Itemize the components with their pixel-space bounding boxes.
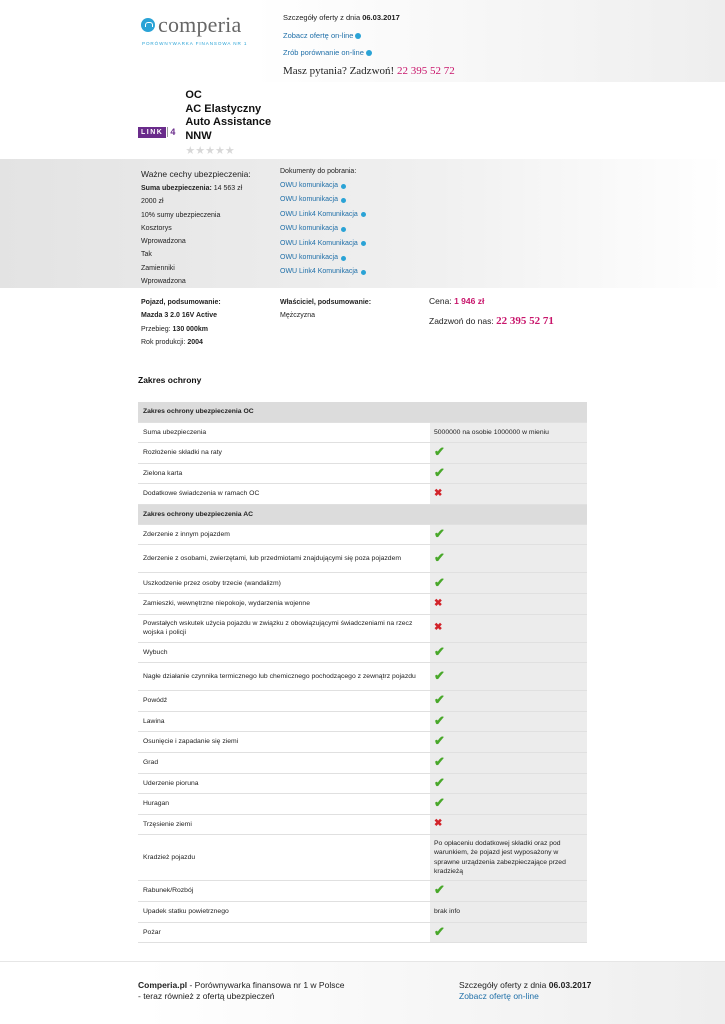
document-link[interactable] — [280, 179, 366, 193]
footer-date-value: 06.03.2017 — [548, 980, 592, 990]
coverage-label: Suma ubezpieczenia — [138, 422, 430, 443]
coverage-value — [430, 614, 587, 642]
coverage-value — [430, 484, 587, 505]
phone-label: Masz pytania? Zadzwoń! — [283, 65, 395, 77]
coverage-section-header — [138, 504, 587, 524]
feature-item: Wprowadzona — [141, 238, 186, 246]
product-title-oc: OC — [185, 89, 202, 101]
documents-title: Dokumenty do pobrania: — [280, 168, 357, 175]
coverage-label: Uderzenie pioruna — [138, 773, 430, 794]
vehicle-summary — [141, 296, 221, 349]
coverage-value — [430, 663, 587, 691]
check-icon: ✔ — [434, 754, 445, 770]
coverage-row — [138, 711, 587, 732]
arrow-circle-icon — [361, 270, 366, 275]
section-title: Zakres ochrony ubezpieczenia AC — [138, 504, 430, 524]
coverage-value: Po opłaceniu dodatkowej składki oraz pod warunkiem, że pojazd jest wyposażony w sprawne urządzenia zabezpieczające przed kradzieżą — [430, 835, 587, 881]
price — [429, 296, 554, 306]
coverage-value — [430, 691, 587, 712]
document-link-label[interactable]: OWU komunikacja — [280, 196, 338, 204]
feature-item: Kosztorys — [141, 224, 172, 232]
coverage-label: Zamieszki, wewnętrzne niepokoje, wydarzenia wojenne — [138, 594, 430, 615]
owner-summary-heading: Właściciel, podsumowanie: — [280, 299, 372, 306]
coverage-label: Kradzież pojazdu — [138, 835, 430, 881]
footer-tagline-2: - teraz również z ofertą ubezpieczeń — [138, 991, 275, 1001]
coverage-row — [138, 732, 587, 753]
coverage-section-header — [138, 402, 587, 422]
sum-insured-value: 14 563 zł — [213, 185, 243, 192]
arrow-circle-icon — [355, 33, 361, 39]
coverage-row — [138, 922, 587, 943]
check-icon: ✔ — [434, 774, 445, 790]
coverage-label: Huragan — [138, 794, 430, 815]
coverage-row — [138, 614, 587, 642]
check-icon: ✔ — [434, 882, 445, 898]
coverage-value — [430, 524, 587, 545]
coverage-label: Rozłożenie składki na raty — [138, 443, 430, 464]
section-title: Zakres ochrony ubezpieczenia OC — [138, 402, 430, 422]
coverage-label: Upadek statku powietrznego — [138, 902, 430, 923]
owner-gender: Mężczyzna — [280, 312, 316, 320]
arrow-circle-icon — [341, 256, 346, 261]
coverage-row — [138, 663, 587, 691]
document-link-label[interactable]: OWU Link4 Komunikacja — [280, 239, 358, 247]
coverage-row — [138, 902, 587, 923]
footer-view-online-link[interactable]: Zobacz ofertę on-line — [459, 991, 539, 1001]
compare-online-link[interactable] — [283, 48, 455, 57]
coverage-value — [430, 922, 587, 943]
vehicle-mileage — [141, 323, 221, 336]
phone-number[interactable]: 22 395 52 72 — [396, 65, 455, 77]
key-features-title: Ważne cechy ubezpieczenia: — [141, 169, 251, 179]
coverage-value — [430, 732, 587, 753]
mileage-value: 130 000km — [172, 325, 208, 333]
coverage-label: Rabunek/Rozbój — [138, 881, 430, 902]
price-block — [429, 296, 554, 327]
coverage-table — [138, 402, 587, 943]
check-icon: ✔ — [434, 712, 445, 728]
coverage-row — [138, 753, 587, 774]
coverage-label: Zderzenie z innym pojazdem — [138, 524, 430, 545]
section-title-spacer — [430, 504, 587, 524]
offer-summary — [141, 296, 591, 356]
coverage-row — [138, 545, 587, 573]
coverage-row — [138, 814, 587, 835]
cross-icon: ✖ — [434, 818, 443, 830]
vehicle-year — [141, 336, 221, 349]
feature-item: Wprowadzona — [141, 278, 186, 286]
sum-insured-label: Suma ubezpieczenia: — [141, 185, 212, 192]
document-link[interactable] — [280, 222, 366, 236]
page-footer — [0, 961, 725, 1024]
coverage-value — [430, 545, 587, 573]
arrow-circle-icon — [341, 184, 346, 189]
document-link-label[interactable]: OWU komunikacja — [280, 253, 338, 261]
insurer-logo — [138, 107, 175, 157]
footer-brand — [138, 980, 344, 1002]
star-icon: ★ — [205, 145, 215, 157]
offer-date — [283, 13, 455, 22]
product-heading — [138, 89, 271, 157]
footer-date-label: Szczegóły oferty z dnia — [459, 980, 547, 990]
check-icon: ✔ — [434, 733, 445, 749]
document-link[interactable] — [280, 251, 366, 265]
coverage-row — [138, 524, 587, 545]
rating-stars — [185, 146, 271, 157]
key-features — [141, 169, 251, 288]
coverage-value — [430, 773, 587, 794]
view-offer-online-link[interactable] — [283, 31, 455, 40]
coverage-label: Grad — [138, 753, 430, 774]
footer-brand-name[interactable]: Comperia.pl — [138, 980, 188, 990]
document-link-label[interactable]: OWU Link4 Komunikacja — [280, 268, 358, 276]
arrow-circle-icon — [361, 241, 366, 246]
coverage-value: brak info — [430, 902, 587, 923]
coverage-row — [138, 594, 587, 615]
arrow-circle-icon — [361, 212, 366, 217]
page-header — [0, 0, 725, 82]
coverage-label: Wybuch — [138, 642, 430, 663]
call-label: Zadzwoń do nas: — [429, 316, 494, 326]
coverage-row — [138, 773, 587, 794]
coverage-value — [430, 794, 587, 815]
star-icon: ★ — [195, 145, 206, 157]
arrow-circle-icon — [366, 50, 372, 56]
arrow-circle-icon — [341, 227, 346, 232]
check-icon: ✔ — [434, 525, 445, 541]
mileage-label: Przebieg: — [141, 325, 171, 333]
coverage-value — [430, 463, 587, 484]
owner-summary — [280, 296, 371, 323]
product-title-ac: AC Elastyczny — [185, 102, 262, 115]
view-offer-online-label[interactable]: Zobacz ofertę on-line — [283, 31, 354, 40]
coverage-label: Powstałych wskutek użycia pojazdu w związku z obowiązującymi świadczeniami na rzecz wojska i policji — [138, 614, 430, 642]
star-icon: ★ — [185, 145, 196, 157]
check-icon: ✔ — [434, 923, 445, 939]
coverage-value — [430, 573, 587, 594]
coverage-label: Zderzenie z osobami, zwierzętami, lub przedmiotami znajdującymi się poza pojazdem — [138, 545, 430, 573]
coverage-label: Osunięcie i zapadanie się ziemi — [138, 732, 430, 753]
features-band — [0, 159, 725, 288]
coverage-row — [138, 642, 587, 663]
coverage-value — [430, 711, 587, 732]
offer-date-label: Szczegóły oferty z dnia — [283, 13, 361, 22]
feature-item: 2000 zł — [141, 198, 164, 206]
coverage-row — [138, 463, 587, 484]
call-number[interactable]: 22 395 52 71 — [496, 315, 554, 327]
header-info — [283, 13, 455, 77]
vehicle-summary-heading: Pojazd, podsumowanie: — [141, 299, 221, 306]
document-link[interactable] — [280, 193, 366, 207]
check-icon: ✔ — [434, 574, 445, 590]
coverage-value — [430, 594, 587, 615]
feature-item: 10% sumy ubezpieczenia — [141, 211, 221, 219]
document-link[interactable] — [280, 208, 366, 222]
comperia-logo-icon — [141, 18, 155, 32]
star-icon: ★ — [224, 145, 235, 157]
feature-item: Tak — [141, 251, 152, 259]
check-icon: ✔ — [434, 464, 445, 480]
check-icon: ✔ — [434, 795, 445, 811]
vehicle-model: Mazda 3 2.0 16V Active — [141, 312, 218, 320]
price-value: 1 946 zł — [454, 296, 485, 306]
check-icon: ✔ — [434, 692, 445, 708]
logo-text: comperia — [158, 12, 242, 37]
comperia-logo[interactable] — [141, 12, 247, 46]
check-icon: ✔ — [434, 550, 445, 566]
call-us — [429, 315, 554, 327]
insurer-logo-number: 4 — [167, 127, 175, 137]
coverage-label: Dodatkowe świadczenia w ramach OC — [138, 484, 430, 505]
section-title-spacer — [430, 402, 587, 422]
compare-online-label[interactable]: Zrób porównanie on-line — [283, 48, 364, 57]
feature-item: Zamienniki — [141, 264, 175, 272]
logo-subtitle: PORÓWNYWARKA FINANSOWA NR 1 — [142, 41, 248, 46]
coverage-value — [430, 753, 587, 774]
check-icon: ✔ — [434, 643, 445, 659]
coverage-row — [138, 794, 587, 815]
header-phone — [283, 65, 455, 77]
coverage-value — [430, 443, 587, 464]
coverage-row — [138, 443, 587, 464]
arrow-circle-icon — [341, 198, 346, 203]
footer-date — [459, 980, 591, 991]
star-icon: ★ — [214, 145, 225, 157]
coverage-value — [430, 642, 587, 663]
document-link[interactable] — [280, 237, 366, 251]
coverage-row — [138, 484, 587, 505]
check-icon: ✔ — [434, 668, 445, 683]
product-title-assistance: Auto Assistance — [185, 116, 272, 128]
coverage-value — [430, 881, 587, 902]
coverage-value: 5000000 na osobie 1000000 w mieniu — [430, 422, 587, 443]
price-label: Cena: — [429, 296, 452, 306]
coverage-label: Lawina — [138, 711, 430, 732]
coverage-label: Uszkodzenie przez osoby trzecie (wandalizm) — [138, 573, 430, 594]
coverage-label: Trzęsienie ziemi — [138, 814, 430, 835]
coverage-value — [430, 814, 587, 835]
document-link[interactable] — [280, 265, 366, 279]
year-value: 2004 — [187, 338, 203, 346]
document-link-label[interactable]: OWU komunikacja — [280, 182, 338, 189]
document-link-label[interactable]: OWU Link4 Komunikacja — [280, 210, 358, 218]
coverage-label: Powódź — [138, 691, 430, 712]
coverage-label: Zielona karta — [138, 463, 430, 484]
coverage-title: Zakres ochrony — [138, 375, 202, 385]
cross-icon: ✖ — [434, 597, 443, 609]
year-label: Rok produkcji: — [141, 338, 186, 346]
insurer-logo-text: LINK — [138, 127, 166, 138]
coverage-row — [138, 573, 587, 594]
check-icon: ✔ — [434, 444, 445, 460]
documents-list — [280, 168, 366, 280]
footer-offer-info — [459, 980, 591, 1002]
product-title-nnw: NNW — [185, 129, 212, 142]
offer-date-value: 06.03.2017 — [362, 13, 400, 22]
coverage-label: Nagłe działanie czynnika termicznego lub chemicznego pochodzącego z zewnątrz pojazdu — [138, 663, 430, 691]
footer-tagline: - Porównywarka finansowa nr 1 w Polsce — [187, 980, 345, 990]
coverage-row — [138, 881, 587, 902]
document-link-label[interactable]: OWU komunikacja — [280, 225, 338, 233]
coverage-row — [138, 422, 587, 443]
sum-insured — [141, 182, 251, 195]
coverage-row — [138, 835, 587, 881]
coverage-row — [138, 691, 587, 712]
product-titles — [185, 89, 271, 143]
cross-icon: ✖ — [434, 487, 443, 499]
coverage-label: Pożar — [138, 922, 430, 943]
cross-icon: ✖ — [434, 621, 443, 633]
